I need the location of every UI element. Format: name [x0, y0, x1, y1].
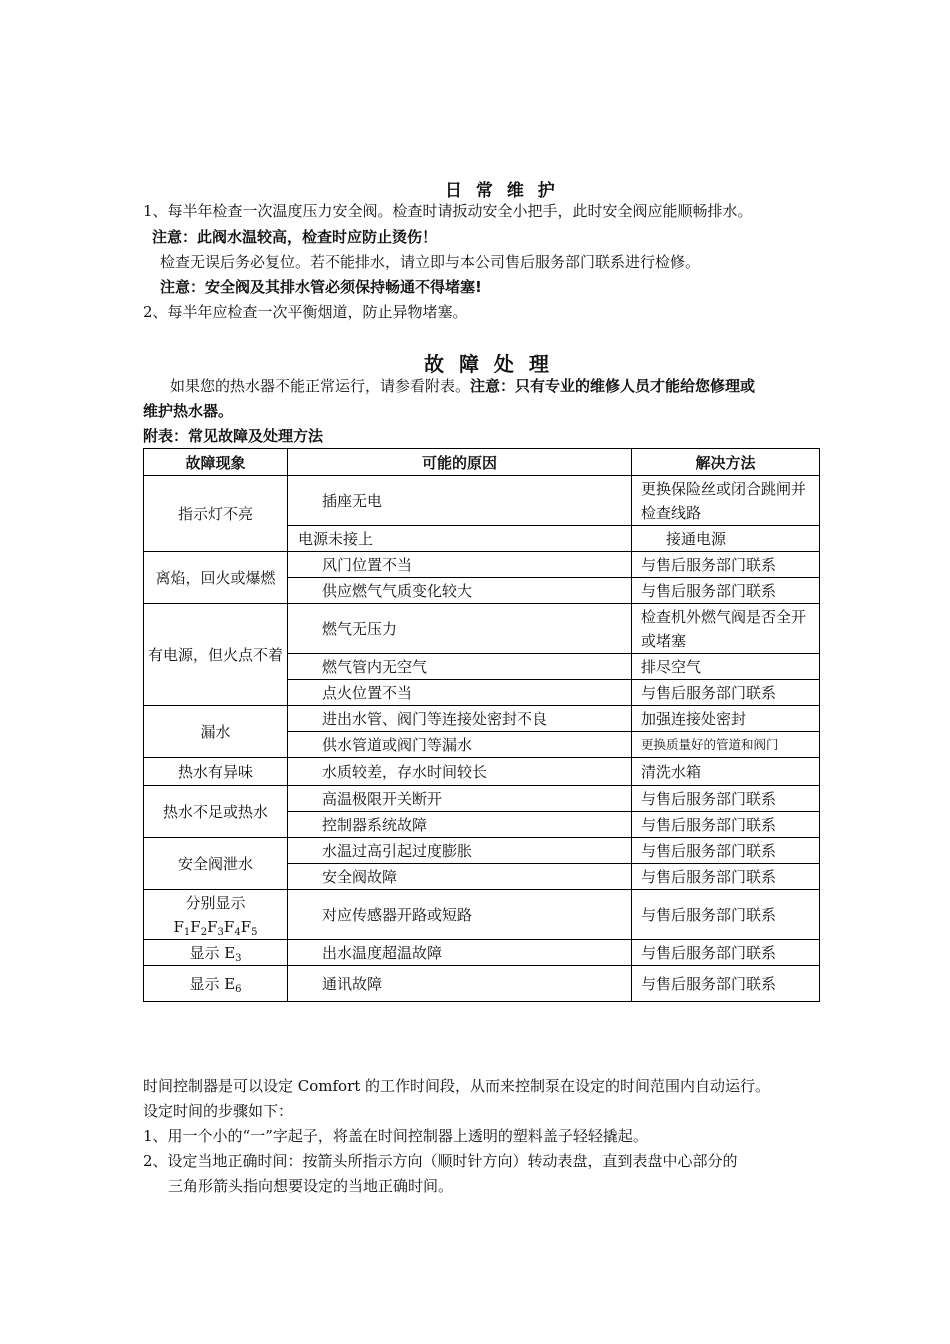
table-row — [144, 604, 820, 654]
cause-cell: 燃气管内无空气 — [288, 654, 632, 680]
fix-cell: 与售后服务部门联系 — [632, 838, 820, 864]
troubleshooting-intro-line-1 — [170, 376, 755, 396]
symptom-cell: 显示 $E_3$ — [144, 940, 288, 966]
fix-cell: 更换质量好的管道和阀门 — [632, 732, 820, 758]
intro-bold-text: 注意：只有专业的维修人员才能给您修理或 — [470, 377, 756, 395]
header-cause: 可能的原因 — [288, 449, 632, 476]
cause-cell: 出水温度超温故障 — [288, 940, 632, 966]
fix-cell: 加强连接处密封 — [632, 706, 820, 732]
intro-normal-text: 如果您的热水器不能正常运行，请参看附表。 — [170, 377, 471, 395]
maintenance-item-1-cont: 检查无误后务必复位。若不能排水，请立即与本公司售后服务部门联系进行检修。 — [160, 253, 701, 271]
fix-cell: 与售后服务部门联系 — [632, 578, 820, 604]
maintenance-item-2: 2、每半年应检查一次平衡烟道，防止异物堵塞。 — [143, 303, 468, 321]
cause-cell: 控制器系统故障 — [288, 812, 632, 838]
fix-cell: 排尽空气 — [632, 654, 820, 680]
cause-cell: 电源未接上 — [288, 526, 632, 552]
table-row — [144, 758, 820, 786]
fix-cell: 与售后服务部门联系 — [632, 552, 820, 578]
cause-cell: 插座无电 — [288, 476, 632, 526]
symptom-cell: 热水有异味 — [144, 758, 288, 786]
symptom-cell: 有电源，但火点不着 — [144, 604, 288, 706]
cause-cell: 安全阀故障 — [288, 864, 632, 890]
timer-line-2: 设定时间的步骤如下： — [143, 1102, 294, 1120]
fix-cell: 与售后服务部门联系 — [632, 812, 820, 838]
maintenance-note-1: 注意：此阀水温较高，检查时应防止烫伤！ — [152, 228, 438, 246]
fix-cell: 与售后服务部门联系 — [632, 864, 820, 890]
header-symptom: 故障现象 — [144, 449, 288, 476]
fix-cell: 与售后服务部门联系 — [632, 940, 820, 966]
cause-cell: 对应传感器开路或短路 — [288, 890, 632, 940]
cause-cell: 水温过高引起过度膨胀 — [288, 838, 632, 864]
table-row — [144, 838, 820, 864]
maintenance-title: 日 常 维 护 — [445, 181, 559, 201]
cause-cell: 风门位置不当 — [288, 552, 632, 578]
symptom-cell: 安全阀泄水 — [144, 838, 288, 890]
cause-cell: 点火位置不当 — [288, 680, 632, 706]
timer-line-1: 时间控制器是可以设定 Comfort 的工作时间段，从而来控制泵在设定的时间范围内自动运行。 — [143, 1077, 771, 1095]
timer-step-1: 1、用一个小的“一”字起子，将盖在时间控制器上透明的塑料盖子轻轻撬起。 — [143, 1127, 648, 1145]
fix-cell: 清洗水箱 — [632, 758, 820, 786]
symptom-cell: 显示 $E_6$ — [144, 966, 288, 1002]
header-fix: 解决方法 — [632, 449, 820, 476]
cause-cell: 燃气无压力 — [288, 604, 632, 654]
table-caption: 附表：常见故障及处理方法 — [143, 427, 324, 445]
fix-cell: 检查机外燃气阀是否全开或堵塞 — [632, 604, 820, 654]
table-row — [144, 786, 820, 812]
fix-cell: 与售后服务部门联系 — [632, 786, 820, 812]
table-row — [144, 476, 820, 526]
cause-cell: 供应燃气气质变化较大 — [288, 578, 632, 604]
cause-cell: 高温极限开关断开 — [288, 786, 632, 812]
maintenance-note-2: 注意：安全阀及其排水管必须保持畅通不得堵塞! — [160, 278, 482, 296]
fix-cell: 接通电源 — [632, 526, 820, 552]
table-row — [144, 966, 820, 1002]
timer-step-2-b: 三角形箭头指向想要设定的当地正确时间。 — [168, 1177, 454, 1195]
fix-cell: 与售后服务部门联系 — [632, 680, 820, 706]
symptom-cell — [144, 890, 288, 940]
troubleshooting-intro-line-2: 维护热水器。 — [143, 402, 234, 420]
fix-cell: 与售后服务部门联系 — [632, 890, 820, 940]
cause-cell: 通讯故障 — [288, 966, 632, 1002]
symptom-line-1: 分别显示 — [185, 893, 246, 912]
table-row — [144, 890, 820, 940]
table-header-row — [144, 449, 820, 476]
cause-cell: 水质较差，存水时间较长 — [288, 758, 632, 786]
symptom-cell: 热水不足或热水 — [144, 786, 288, 838]
cause-cell: 供水管道或阀门等漏水 — [288, 732, 632, 758]
symptom-cell: 漏水 — [144, 706, 288, 758]
troubleshooting-title: 故 障 处 理 — [424, 352, 553, 376]
table-row — [144, 940, 820, 966]
maintenance-item-1: 1、每半年检查一次温度压力安全阀。检查时请扳动安全小把手，此时安全阀应能顺畅排水。 — [143, 202, 753, 220]
symptom-cell: 指示灯不亮 — [144, 476, 288, 552]
fix-cell: 与售后服务部门联系 — [632, 966, 820, 1002]
table-row — [144, 706, 820, 732]
symptom-cell: 离焰，回火或爆燃 — [144, 552, 288, 604]
timer-step-2-a: 2、设定当地正确时间：按箭头所指示方向（顺时针方向）转动表盘，直到表盘中心部分的 — [143, 1152, 738, 1170]
symptom-codes: $F_1F_2F_3F_4F_5$ — [173, 917, 258, 938]
fix-cell: 更换保险丝或闭合跳闸并检查线路 — [632, 476, 820, 526]
table-row — [144, 552, 820, 578]
cause-cell: 进出水管、阀门等连接处密封不良 — [288, 706, 632, 732]
fault-table — [143, 448, 820, 1002]
